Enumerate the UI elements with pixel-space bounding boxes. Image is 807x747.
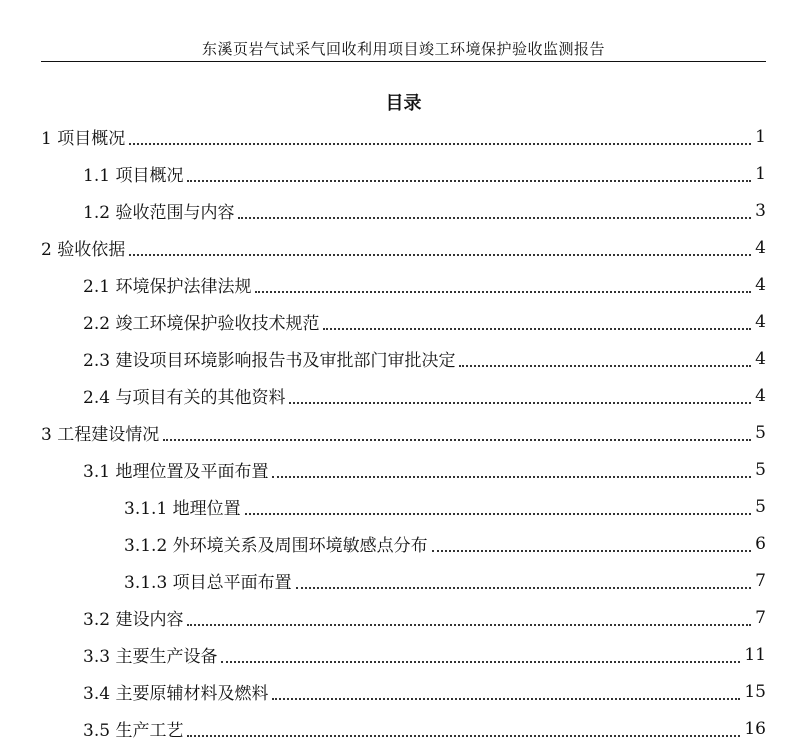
toc-entry-1-1[interactable] <box>83 155 766 192</box>
toc-entry-page: 11 <box>744 644 766 665</box>
toc-entry-label: 2.2 竣工环境保护验收技术规范 <box>83 314 320 334</box>
toc-entry-2-1[interactable] <box>83 266 766 303</box>
toc-entry-3-1-1[interactable] <box>124 488 766 525</box>
toc-entry-label: 1.1 项目概况 <box>83 166 184 186</box>
toc-leader-dots <box>289 401 751 404</box>
toc-entry-3-3[interactable] <box>83 636 766 673</box>
toc-entry-page: 4 <box>755 348 766 369</box>
toc-entry-page: 4 <box>755 385 766 406</box>
toc-leader-dots <box>221 660 740 663</box>
toc-entry-page: 4 <box>755 311 766 332</box>
toc-entry-1[interactable] <box>41 118 766 155</box>
toc-entry-page: 3 <box>755 200 766 221</box>
toc-entry-label: 2 验收依据 <box>41 240 126 260</box>
toc-entry-label: 2.4 与项目有关的其他资料 <box>83 388 286 408</box>
toc-entry-page: 4 <box>755 274 766 295</box>
toc-entry-page: 6 <box>755 533 766 554</box>
toc-entry-3-2[interactable] <box>83 599 766 636</box>
toc-entry-3-5[interactable] <box>83 710 766 747</box>
toc-leader-dots <box>129 142 751 145</box>
toc-entry-3-1[interactable] <box>83 451 766 488</box>
toc-entry-3-1-2[interactable] <box>124 525 766 562</box>
toc-entry-3[interactable] <box>41 414 766 451</box>
toc-entry-page: 4 <box>755 237 766 258</box>
toc-entry-label: 1.2 验收范围与内容 <box>83 203 235 223</box>
toc-entry-page: 7 <box>755 570 766 591</box>
toc-entry-page: 5 <box>755 496 766 517</box>
toc-entry-label: 3.2 建设内容 <box>83 610 184 630</box>
toc-leader-dots <box>187 179 751 182</box>
toc-entry-page: 7 <box>755 607 766 628</box>
toc-entry-label: 3.3 主要生产设备 <box>83 647 218 667</box>
toc-entry-label: 3.1 地理位置及平面布置 <box>83 462 269 482</box>
running-header: 东溪页岩气试采气回收利用项目竣工环境保护验收监测报告 <box>201 40 605 58</box>
toc-entry-label: 3.1.3 项目总平面布置 <box>124 573 292 593</box>
toc-leader-dots <box>296 586 752 589</box>
toc-entry-label: 1 项目概况 <box>41 129 126 149</box>
toc-title: 目录 <box>385 93 422 114</box>
toc-entry-label: 2.3 建设项目环境影响报告书及审批部门审批决定 <box>83 351 456 371</box>
toc-entry-page: 16 <box>744 718 766 739</box>
toc-entry-label: 3.1.2 外环境关系及周围环境敏感点分布 <box>124 536 428 556</box>
toc-leader-dots <box>432 549 752 552</box>
toc-leader-dots <box>163 438 751 441</box>
toc-leader-dots <box>255 290 751 293</box>
toc-entry-label: 3.5 生产工艺 <box>83 721 184 741</box>
toc-entry-3-4[interactable] <box>83 673 766 710</box>
toc-entry-page: 5 <box>755 422 766 443</box>
toc-leader-dots <box>238 216 751 219</box>
toc-entry-1-2[interactable] <box>83 192 766 229</box>
toc-leader-dots <box>272 697 740 700</box>
toc-entry-2[interactable] <box>41 229 766 266</box>
toc-leader-dots <box>187 734 740 737</box>
toc-entry-2-3[interactable] <box>83 340 766 377</box>
toc-entry-page: 1 <box>755 163 766 184</box>
toc-entry-2-4[interactable] <box>83 377 766 414</box>
toc-entry-page: 1 <box>755 126 766 147</box>
toc-entry-label: 3.4 主要原辅材料及燃料 <box>83 684 269 704</box>
toc-entry-label: 2.1 环境保护法律法规 <box>83 277 252 297</box>
toc-leader-dots <box>187 623 751 626</box>
toc-entry-label: 3.1.1 地理位置 <box>124 499 241 519</box>
toc-entry-label: 3 工程建设情况 <box>41 425 160 445</box>
toc-leader-dots <box>245 512 752 515</box>
header-rule <box>41 61 766 62</box>
toc-entry-2-2[interactable] <box>83 303 766 340</box>
toc-entry-page: 15 <box>744 681 766 702</box>
toc-leader-dots <box>323 327 751 330</box>
toc-entry-3-1-3[interactable] <box>124 562 766 599</box>
toc-leader-dots <box>272 475 751 478</box>
toc-leader-dots <box>129 253 751 256</box>
toc-entry-page: 5 <box>755 459 766 480</box>
toc-leader-dots <box>459 364 751 367</box>
